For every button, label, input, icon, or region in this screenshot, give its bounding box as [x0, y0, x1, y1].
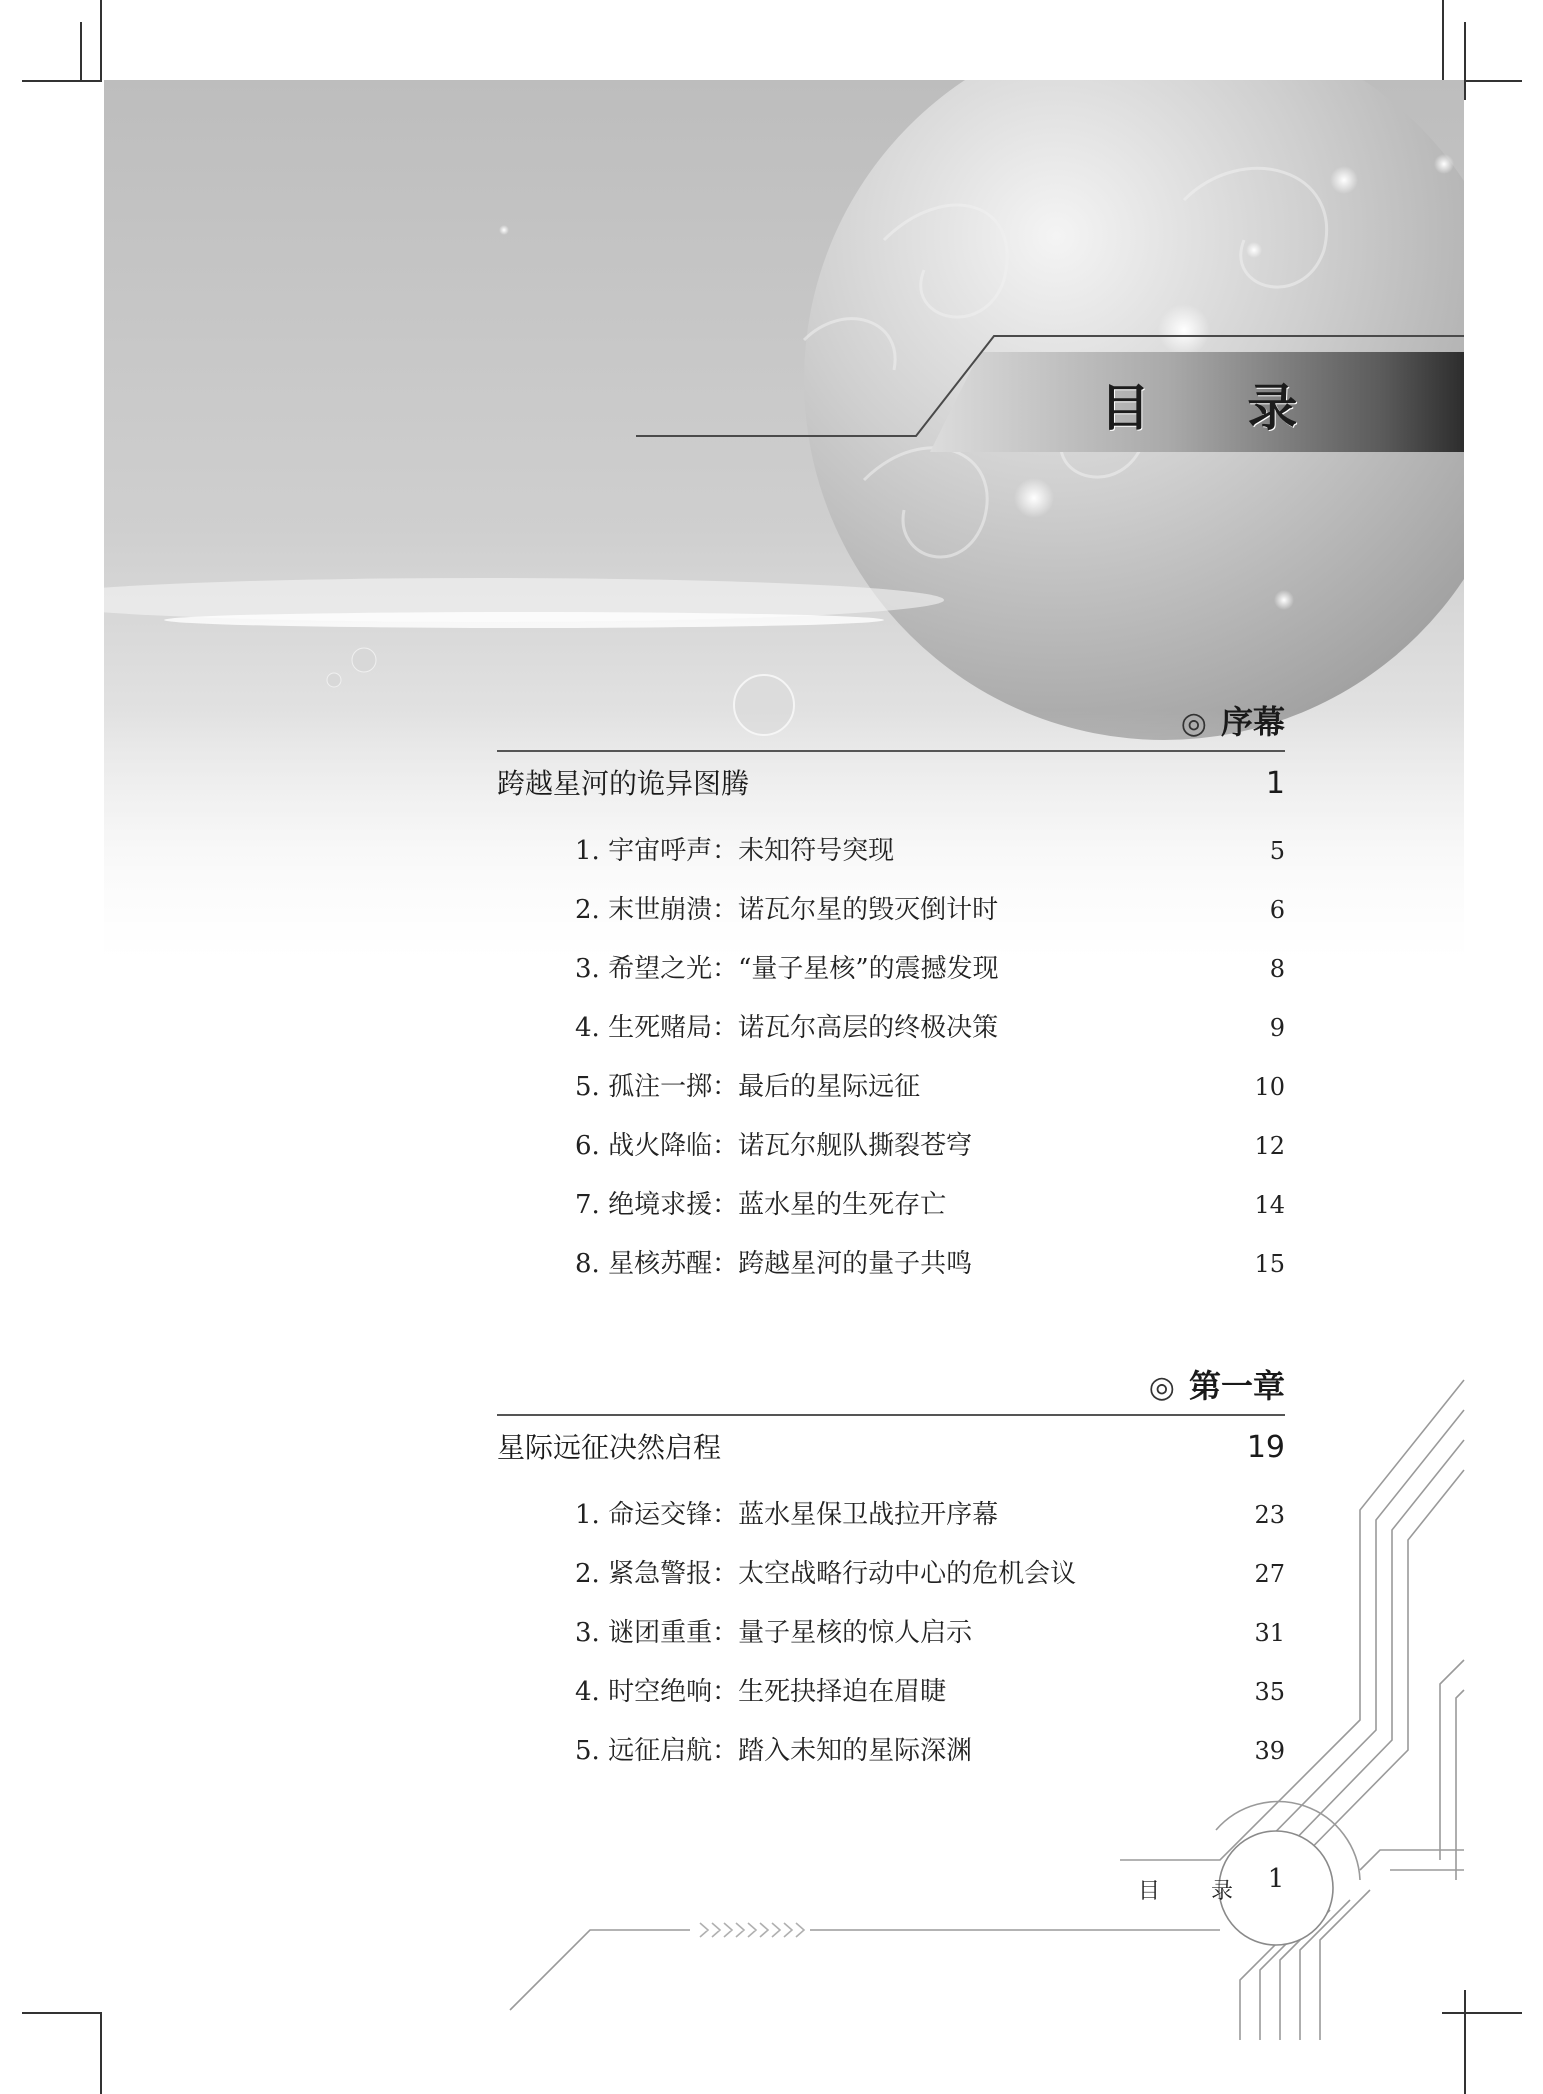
- toc-entry[interactable]: [497, 1176, 1285, 1235]
- entry-page: 5: [1269, 837, 1285, 865]
- toc-main-entry[interactable]: [497, 754, 1285, 814]
- circle-bullet-icon: ◎: [1180, 706, 1207, 741]
- section-heading: [497, 1364, 1285, 1408]
- crop-mark: [22, 80, 102, 82]
- toc-entry[interactable]: [497, 1117, 1285, 1176]
- toc-entry[interactable]: [497, 999, 1285, 1058]
- crop-mark: [22, 2012, 102, 2014]
- toc-main-entry[interactable]: [497, 1418, 1285, 1478]
- entry-title: 5. 孤注一掷：最后的星际远征: [575, 1072, 921, 1102]
- entry-page: 8: [1269, 955, 1285, 983]
- section-divider: [497, 750, 1285, 752]
- section-heading: [497, 700, 1285, 744]
- main-entry-page: 19: [1246, 1430, 1285, 1465]
- toc-section-prologue: [497, 700, 1285, 1294]
- entry-page: 23: [1254, 1501, 1285, 1529]
- crop-mark: [80, 22, 82, 80]
- toc-section-chapter-one: [497, 1364, 1285, 1781]
- entry-title: 6. 战火降临：诺瓦尔舰队撕裂苍穹: [575, 1131, 973, 1161]
- crop-mark: [100, 0, 102, 80]
- page-number: 1: [1267, 1864, 1285, 1894]
- toc-entry-list: [497, 822, 1285, 1294]
- entry-page: 9: [1269, 1014, 1285, 1042]
- circle-bullet-icon: ◎: [1148, 1370, 1175, 1405]
- section-divider: [497, 1414, 1285, 1416]
- toc-entry[interactable]: [497, 1604, 1285, 1663]
- entry-title: 2. 紧急警报：太空战略行动中心的危机会议: [575, 1559, 1077, 1589]
- toc-entry[interactable]: [497, 1486, 1285, 1545]
- entry-page: 14: [1254, 1191, 1285, 1219]
- entry-page: 31: [1254, 1619, 1285, 1647]
- toc-entry[interactable]: [497, 1663, 1285, 1722]
- entry-title: 3. 谜团重重：量子星核的惊人启示: [575, 1618, 973, 1648]
- toc-entry[interactable]: [497, 1722, 1285, 1781]
- entry-title: 4. 生死赌局：诺瓦尔高层的终极决策: [575, 1013, 999, 1043]
- page-title: 目 录: [1100, 379, 1338, 437]
- entry-page: 35: [1254, 1678, 1285, 1706]
- entry-page: 15: [1254, 1250, 1285, 1278]
- section-label: 第一章: [1188, 1367, 1285, 1405]
- entry-page: 6: [1269, 896, 1285, 924]
- entry-title: 5. 远征启航：踏入未知的星际深渊: [575, 1736, 973, 1766]
- main-entry-title: 跨越星河的诡异图腾: [497, 767, 750, 800]
- toc-entry[interactable]: [497, 940, 1285, 999]
- toc-entry-list: [497, 1486, 1285, 1781]
- entry-page: 12: [1254, 1132, 1285, 1160]
- crop-mark: [1464, 22, 1466, 100]
- section-label: 序幕: [1220, 703, 1285, 741]
- entry-title: 1. 命运交锋：蓝水星保卫战拉开序幕: [575, 1500, 999, 1530]
- entry-title: 7. 绝境求援：蓝水星的生死存亡: [575, 1190, 947, 1220]
- entry-title: 8. 星核苏醒：跨越星河的量子共鸣: [575, 1249, 973, 1279]
- crop-mark: [1442, 0, 1444, 80]
- toc-entry[interactable]: [497, 881, 1285, 940]
- entry-title: 2. 末世崩溃：诺瓦尔星的毁灭倒计时: [575, 895, 999, 925]
- toc-entry[interactable]: [497, 1545, 1285, 1604]
- main-entry-title: 星际远征决然启程: [497, 1431, 722, 1464]
- crop-mark: [100, 2012, 102, 2094]
- entry-page: 27: [1254, 1560, 1285, 1588]
- entry-page: 39: [1254, 1737, 1285, 1765]
- toc-entry[interactable]: [497, 1058, 1285, 1117]
- running-footer-label: 目 录: [1138, 1879, 1255, 1904]
- entry-title: 1. 宇宙呼声：未知符号突现: [575, 836, 895, 866]
- toc-entry[interactable]: [497, 822, 1285, 881]
- entry-title: 4. 时空绝响：生死抉择迫在眉睫: [575, 1677, 947, 1707]
- main-entry-page: 1: [1265, 766, 1285, 801]
- toc-entry[interactable]: [497, 1235, 1285, 1294]
- entry-page: 10: [1254, 1073, 1285, 1101]
- entry-title: 3. 希望之光：“量子星核”的震撼发现: [575, 954, 999, 984]
